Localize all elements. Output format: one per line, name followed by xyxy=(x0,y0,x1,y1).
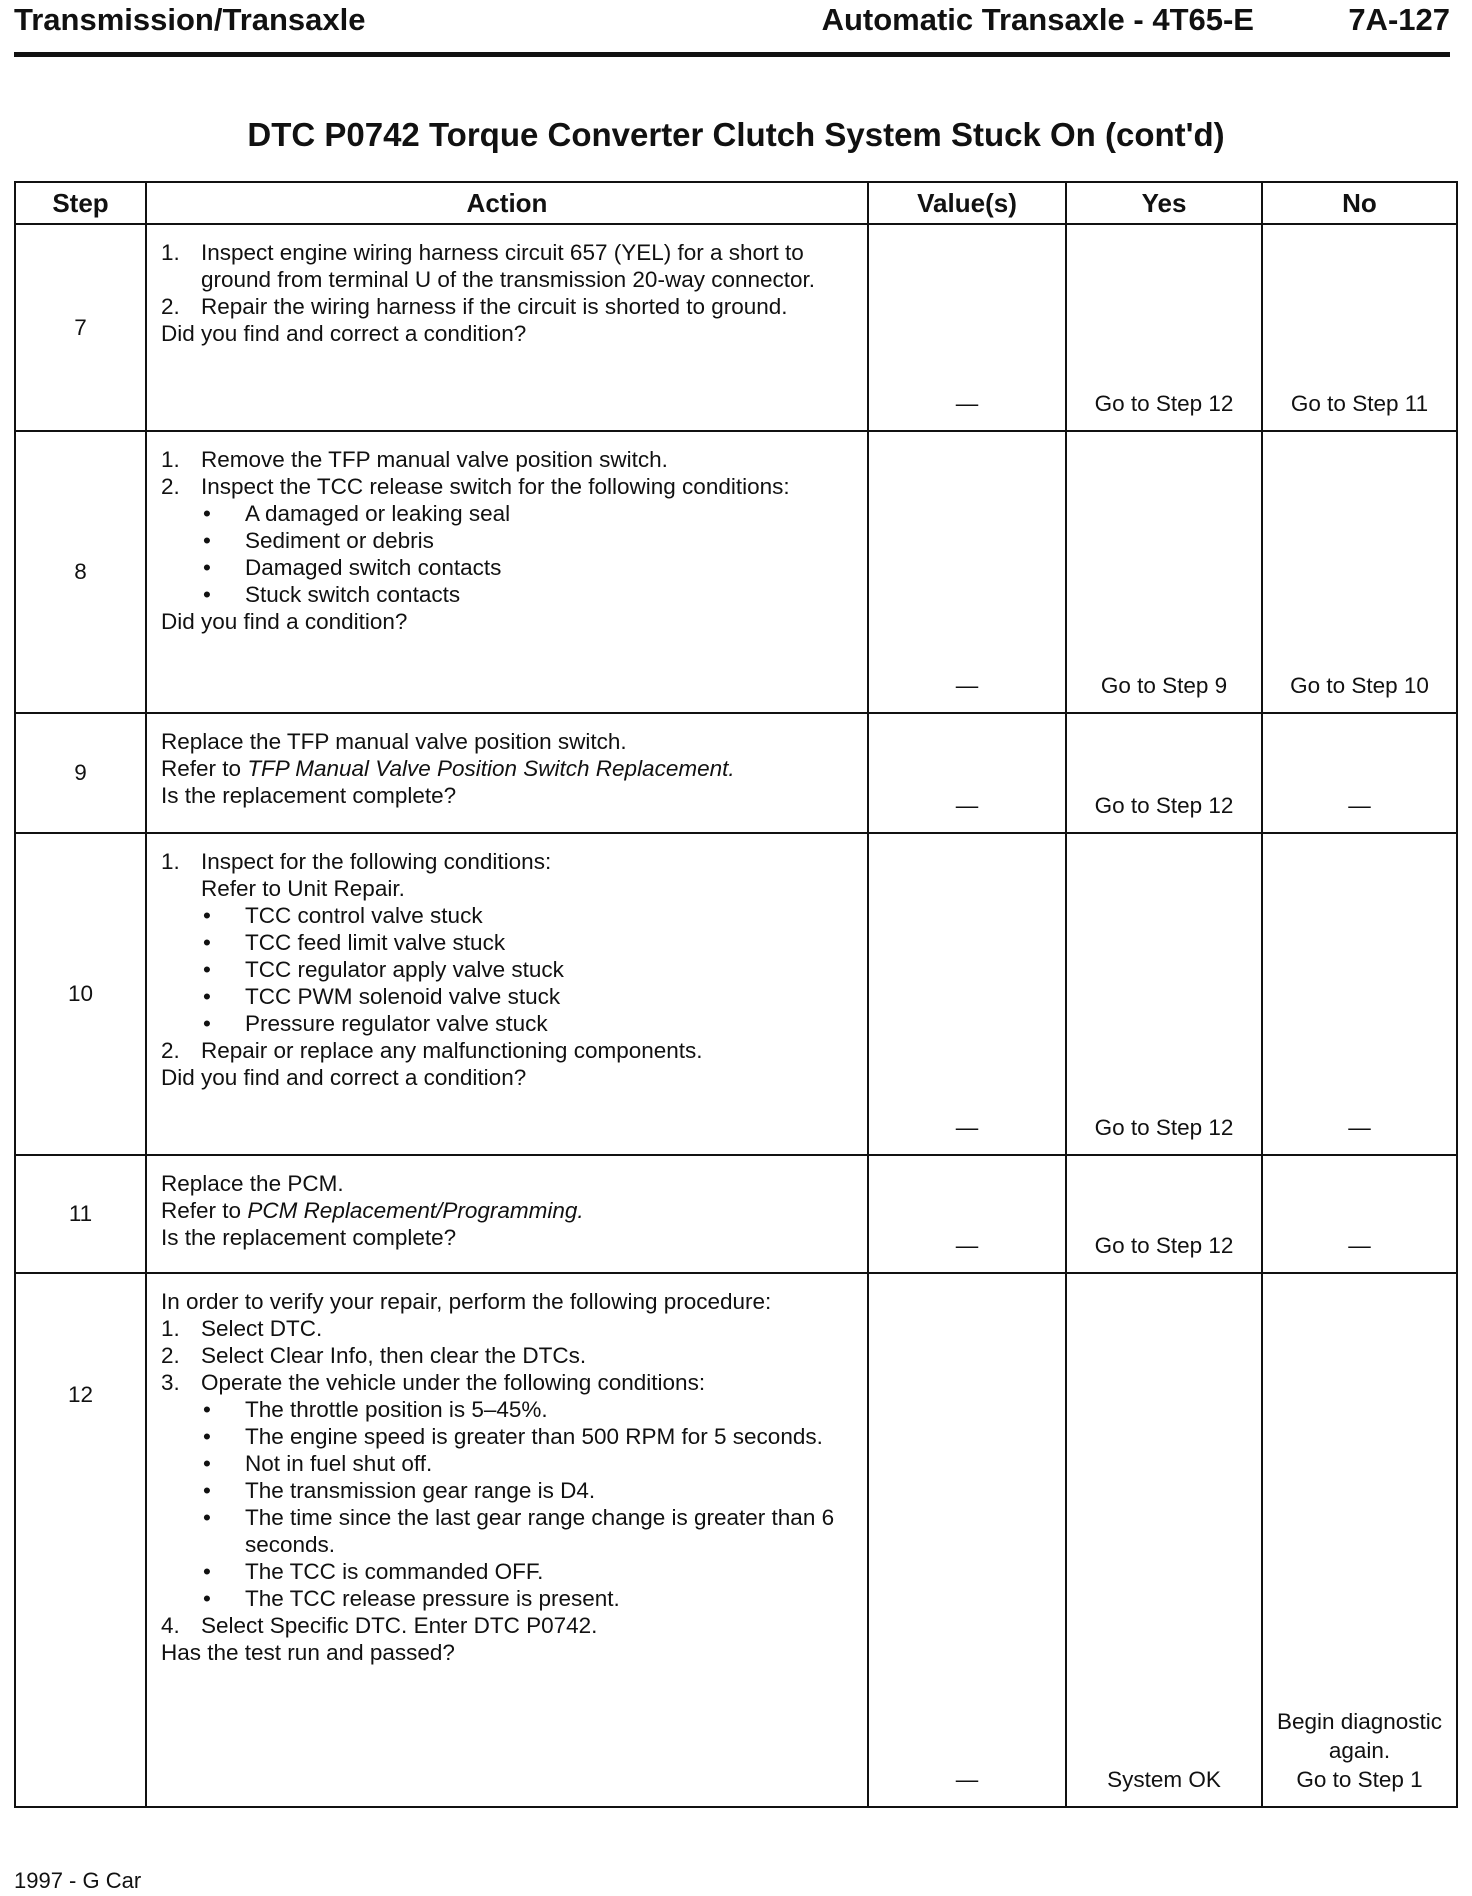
action-item: 1. Remove the TFP manual valve position switch. xyxy=(161,447,668,472)
no-cell: Go to Step 11 xyxy=(1262,224,1457,431)
no-cell: — xyxy=(1262,1155,1457,1273)
bullet-item: • TCC regulator apply valve stuck xyxy=(203,957,564,982)
table-row xyxy=(15,713,1457,833)
table-header-row xyxy=(15,182,1457,224)
action-question: Did you find and correct a condition? xyxy=(161,1065,527,1090)
action-question: Is the replacement complete? xyxy=(161,1225,457,1250)
bullet-item: • The TCC is commanded OFF. xyxy=(203,1559,544,1584)
action-question: Did you find and correct a condition? xyxy=(161,321,527,346)
action-cell xyxy=(146,833,868,1155)
page-header xyxy=(14,0,1450,57)
yes-cell: Go to Step 12 xyxy=(1066,224,1262,431)
value-cell: — xyxy=(868,713,1066,833)
no-cell: — xyxy=(1262,833,1457,1155)
bullet-item: • The time since the last gear range change is greater than 6 seconds. xyxy=(203,1505,835,1557)
value-cell: — xyxy=(868,431,1066,713)
bullet-item: • TCC PWM solenoid valve stuck xyxy=(203,984,561,1009)
action-question: Is the replacement complete? xyxy=(161,783,457,808)
bullet-item: • The TCC release pressure is present. xyxy=(203,1586,620,1611)
table-row xyxy=(15,431,1457,713)
yes-cell: Go to Step 12 xyxy=(1066,713,1262,833)
bullet-item: • The engine speed is greater than 500 RPM for 5 seconds. xyxy=(203,1424,823,1449)
bullet-item: • Not in fuel shut off. xyxy=(203,1451,433,1476)
page-number: 7A-127 xyxy=(1348,2,1450,37)
value-cell: — xyxy=(868,224,1066,431)
action-item: 1. Inspect for the following conditions: xyxy=(161,849,552,874)
bullet-item: • TCC feed limit valve stuck xyxy=(203,930,506,955)
step-number: 11 xyxy=(15,1155,146,1273)
action-line: In order to verify your repair, perform the following procedure: xyxy=(161,1289,772,1314)
step-number: 9 xyxy=(15,713,146,833)
table-row xyxy=(15,1155,1457,1273)
action-reference: Refer to TFP Manual Valve Position Switch Replacement. xyxy=(161,756,735,781)
action-item: 4. Select Specific DTC. Enter DTC P0742. xyxy=(161,1613,598,1638)
bullet-item: • Stuck switch contacts xyxy=(203,582,461,607)
yes-cell: Go to Step 12 xyxy=(1066,833,1262,1155)
action-line: Replace the TFP manual valve position switch. xyxy=(161,729,627,754)
diagnostic-table xyxy=(14,181,1458,1808)
no-cell: Begin diagnostic again. Go to Step 1 xyxy=(1262,1273,1457,1807)
step-number: 7 xyxy=(15,224,146,431)
step-number: 10 xyxy=(15,833,146,1155)
action-item: 2. Repair the wiring harness if the circuit is shorted to ground. xyxy=(161,294,788,319)
value-cell: — xyxy=(868,1273,1066,1807)
table-row xyxy=(15,833,1457,1155)
action-item: 2. Select Clear Info, then clear the DTCs. xyxy=(161,1343,587,1368)
action-cell xyxy=(146,224,868,431)
step-number: 12 xyxy=(15,1273,146,1807)
footer-label: 1997 - G Car xyxy=(14,1868,142,1893)
action-item: 1. Inspect engine wiring harness circuit 657 (YEL) for a short to ground from terminal U of the transmission 20-way connector. xyxy=(161,240,816,292)
yes-cell: System OK xyxy=(1066,1273,1262,1807)
col-header-yes: Yes xyxy=(1066,182,1262,224)
yes-cell: Go to Step 9 xyxy=(1066,431,1262,713)
col-header-step: Step xyxy=(15,182,146,224)
table-row xyxy=(15,1273,1457,1807)
bullet-item: • Damaged switch contacts xyxy=(203,555,502,580)
col-header-values: Value(s) xyxy=(868,182,1066,224)
bullet-item: • Pressure regulator valve stuck xyxy=(203,1011,548,1036)
action-subline: Refer to Unit Repair. xyxy=(201,876,405,901)
col-header-no: No xyxy=(1262,182,1457,224)
action-reference: Refer to PCM Replacement/Programming. xyxy=(161,1198,584,1223)
action-line: Replace the PCM. xyxy=(161,1171,344,1196)
step-number: 8 xyxy=(15,431,146,713)
bullet-item: • The throttle position is 5–45%. xyxy=(203,1397,548,1422)
bullet-item: • The transmission gear range is D4. xyxy=(203,1478,596,1503)
chapter-title: Automatic Transaxle - 4T65-E xyxy=(821,2,1254,37)
yes-cell: Go to Step 12 xyxy=(1066,1155,1262,1273)
no-cell: — xyxy=(1262,713,1457,833)
action-cell xyxy=(146,1155,868,1273)
action-cell xyxy=(146,431,868,713)
action-item: 1. Select DTC. xyxy=(161,1316,323,1341)
bullet-item: • TCC control valve stuck xyxy=(203,903,483,928)
action-cell xyxy=(146,1273,868,1807)
page-title: DTC P0742 Torque Converter Clutch System Stuck On (cont'd) xyxy=(247,116,1225,153)
section-title: Transmission/Transaxle xyxy=(14,2,366,37)
value-cell: — xyxy=(868,833,1066,1155)
no-cell: Go to Step 10 xyxy=(1262,431,1457,713)
action-item: 2. Inspect the TCC release switch for the following conditions: xyxy=(161,474,790,499)
action-item: 2. Repair or replace any malfunctioning components. xyxy=(161,1038,703,1063)
value-cell: — xyxy=(868,1155,1066,1273)
bullet-item: • A damaged or leaking seal xyxy=(203,501,511,526)
action-cell xyxy=(146,713,868,833)
action-question: Has the test run and passed? xyxy=(161,1640,455,1665)
bullet-item: • Sediment or debris xyxy=(203,528,434,553)
action-question: Did you find a condition? xyxy=(161,609,408,634)
table-row xyxy=(15,224,1457,431)
action-item: 3. Operate the vehicle under the following conditions: xyxy=(161,1370,706,1395)
col-header-action: Action xyxy=(146,182,868,224)
